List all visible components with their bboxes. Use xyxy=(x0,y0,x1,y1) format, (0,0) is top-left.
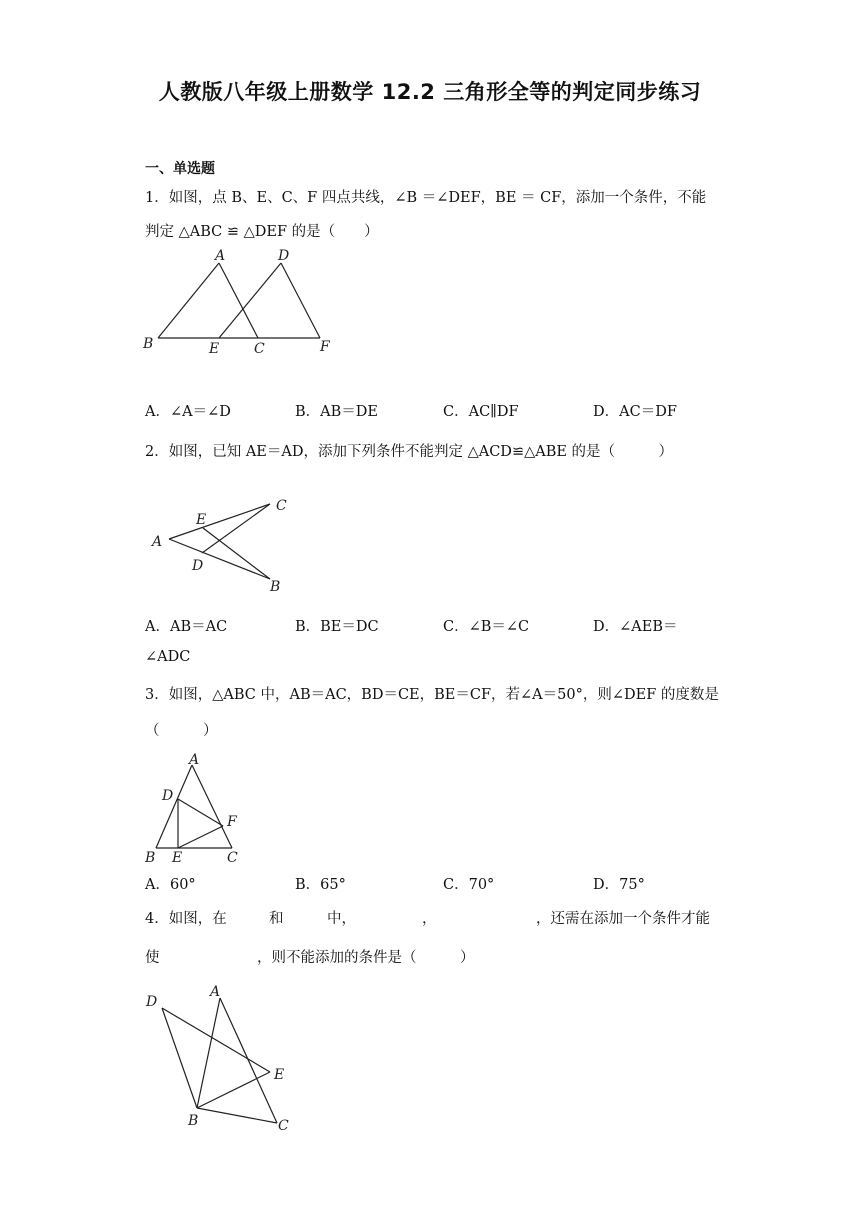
q4-stem-part3: 中， xyxy=(327,911,356,927)
q2-label-c: C xyxy=(276,498,287,514)
q4-label-d: D xyxy=(146,994,158,1010)
q1-option-a: A．∠A＝∠D xyxy=(145,404,231,420)
q2-option-c: C．∠B＝∠C xyxy=(443,619,530,635)
q1-figure xyxy=(140,245,340,360)
q2-option-b: B．BE＝DC xyxy=(295,619,379,635)
q4-label-b: B xyxy=(188,1113,199,1129)
q1-label-e: E xyxy=(209,341,220,357)
page-title: 人教版八年级上册数学 12.2 三角形全等的判定同步练习 xyxy=(158,80,702,104)
q4-label-c: C xyxy=(278,1118,289,1134)
q4-label-a: A xyxy=(210,984,221,1000)
q4-label-e: E xyxy=(274,1067,285,1083)
q3-option-d: D．75° xyxy=(593,877,645,893)
q4-figure xyxy=(140,980,305,1140)
q1-option-b: B．AB＝DE xyxy=(295,404,378,420)
q3-figure xyxy=(140,748,260,866)
q1-label-d: D xyxy=(278,248,290,264)
q1-option-c: C．AC∥DF xyxy=(443,404,519,420)
q3-stem-line2: （ ） xyxy=(145,723,218,739)
q4-stem-part1: 4．如图，在 xyxy=(145,911,227,927)
q3-label-e: E xyxy=(172,850,183,866)
q3-option-c: C．70° xyxy=(443,877,495,893)
q1-label-a: A xyxy=(215,248,226,264)
q4-stem-part5: ，还需在添加一个条件才能 xyxy=(536,911,710,927)
q1-label-c: C xyxy=(254,341,265,357)
q3-option-a: A．60° xyxy=(145,877,196,893)
q1-stem-line1: 1．如图，点 B、E、C、F 四点共线，∠B ＝∠DEF，BE ＝ CF，添加一个条件，不能 xyxy=(145,190,707,206)
q4-stem-part6: 使 xyxy=(145,950,160,966)
q1-option-d: D．AC＝DF xyxy=(593,404,677,420)
q3-option-b: B．65° xyxy=(295,877,346,893)
q2-figure xyxy=(150,493,300,598)
q1-label-f: F xyxy=(320,339,330,355)
q2-option-a: A．AB＝AC xyxy=(145,619,228,635)
q3-label-f: F xyxy=(227,814,237,830)
q2-label-b: B xyxy=(270,579,281,595)
q3-label-c: C xyxy=(227,850,238,866)
q3-label-d: D xyxy=(162,788,174,804)
q3-label-a: A xyxy=(189,752,200,768)
q3-stem-line1: 3．如图，△ABC 中，AB＝AC，BD＝CE，BE＝CF，若∠A＝50°，则∠DEF 的度数是 xyxy=(145,687,719,703)
q4-stem-part7: ，则不能添加的条件是（ ） xyxy=(257,950,475,966)
q2-option-d-continued: ∠ADC xyxy=(145,649,191,665)
section-heading: 一、单选题 xyxy=(145,161,215,177)
q2-stem: 2．如图，已知 AE＝AD，添加下列条件不能判定 △ACD≌△ABE 的是（ ） xyxy=(145,444,674,460)
q1-label-b: B xyxy=(143,336,154,352)
q4-stem-part2: 和 xyxy=(269,911,284,927)
q4-stem-part4: ， xyxy=(422,911,437,927)
q2-option-d: D．∠AEB＝ xyxy=(593,619,678,635)
q2-label-a: A xyxy=(152,534,163,550)
q1-stem-line2: 判定 △ABC ≌ △DEF 的是（ ） xyxy=(145,224,379,240)
q2-label-e: E xyxy=(196,512,207,528)
q2-label-d: D xyxy=(192,558,204,574)
q3-label-b: B xyxy=(145,850,156,866)
